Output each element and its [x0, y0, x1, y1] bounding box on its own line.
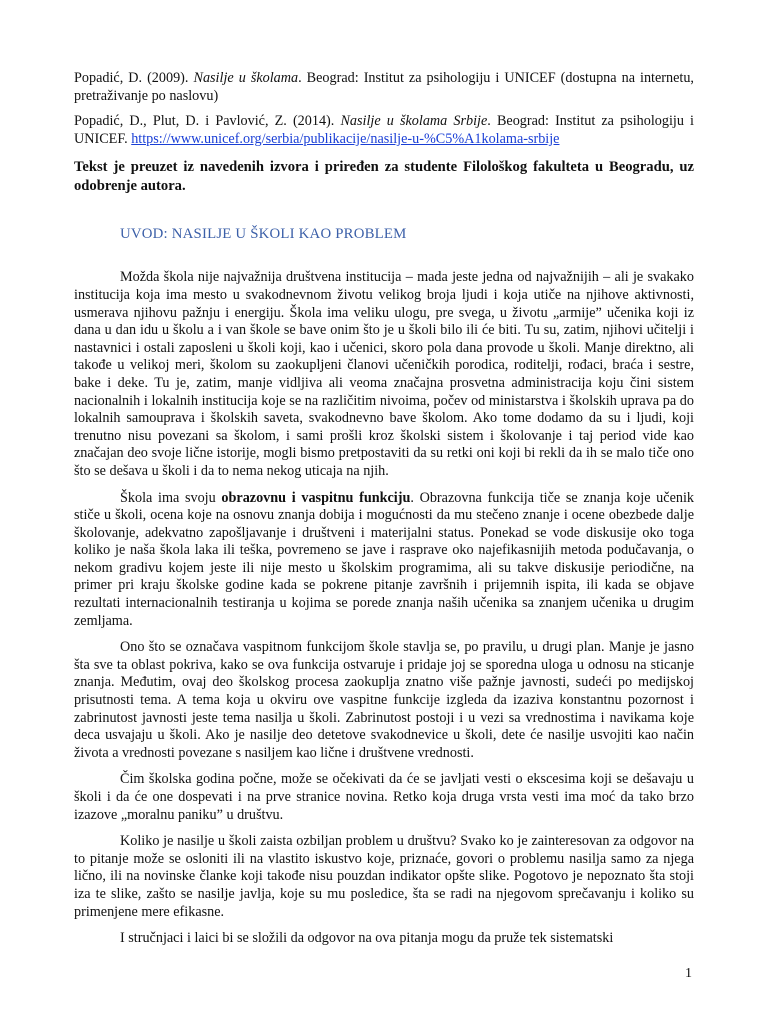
paragraph-4: Čim školska godina počne, može se očekivati da će se javljati vesti o ekscesima koji se dešavaju u školi i da će one dospevati i na prve stranice novina. Retko koja druga vrsta vesti ima moć da tako brzo izazove „moralnu paniku” u društvu. — [74, 771, 694, 823]
paragraph-1: Možda škola nije najvažnija društvena institucija – mada jeste jedna od najvažnijih – ali je svakako institucija koja ima mesto u svakodnevnom životu velikog broja ljudi i koja utiče na njihove aktivnosti, usmerava njihovu pažnju i energiju. Škola ima veliku ulogu, pre svega, u životu „armije” učenika koji iz dana u dan idu u školu a i van škole se bave onim što je u školi bilo ili će biti. Tu su, zatim, njihovi učitelji i nastavnici i ostali zaposleni u školi koji, kao i učenici, skoro pola dana provode u školi. Manje direktno, ali takođe u velikoj meri, školom su zaokupljeni članovi učeničkih porodica, roditelji, rođaci, braća i sestre, bake i deke. Tu je, zatim, manje vidljiva ali veoma značajna prosvetna administracija koju čini sistem nacionalnih i lokalnih institucija koje se na različitim nivoima, počev od ministarstva i školskih uprava pa do lokalnih samouprava i školskih saveta, svakodnevno bave školom. Ako tome dodamo da su i ljudi, koji trenutno nisu povezani sa školom, i sami prošli kroz školski sistem i školovanje i taj period vide kao značajan deo svoje lične istorije, mogli bismo pretpostaviti da su retki oni koji bi rekli da ih se malo tiče ono što se dešava u školi i da to nema nekog uticaja na njih. — [74, 269, 694, 479]
reference-2-link[interactable]: https://www.unicef.org/serbia/publikacije/nasilje-u-%C5%A1kolama-srbije — [131, 130, 560, 147]
reference-1 — [74, 70, 694, 105]
section-heading: UVOD: NASILJE U ŠKOLI KAO PROBLEM — [120, 226, 407, 243]
paragraph-2-bold-term: obrazovnu i vaspitnu funkciju — [221, 489, 411, 506]
paragraph-2 — [74, 490, 694, 631]
reference-2-authors: Popadić, D., Plut, D. i Pavlović, Z. (2014). — [74, 113, 341, 130]
reference-2-publisher: . Beograd: Institut za psihologiju i UNICEF. — [74, 113, 694, 147]
reference-2-title: Nasilje u školama Srbije — [340, 113, 488, 130]
paragraph-5: Koliko je nasilje u školi zaista ozbiljan problem u društvu? Svako ko je zainteresovan za odgovor na to pitanje može se osloniti ili na vlastito iskustvo koje, priznaće, govori o problemu nasilja samo za njega lično, ili na novinske članke koji takođe nisu pouzdan indikator opšte slike. Pogotovo je nepoznato šta stoji iza te slike, zašto se nasilje javlja, koje su mu posledice, šta se radi na njegovom sprečavanju i koliko su primenjene mere efikasne. — [74, 833, 694, 920]
reference-1-authors: Popadić, D. (2009). — [74, 70, 194, 86]
paragraph-2-start: Škola ima svoju — [120, 489, 222, 506]
paragraph-3: Ono što se označava vaspitnom funkcijom škole stavlja se, po pravilu, u drugi plan. Manje je jasno šta sve ta oblast pokriva, kako se ova funkcija ostvaruje i pridaje joj se sporedna uloga u odnosu na sticanje znanja. Međutim, ovaj deo školskog procesa zaokuplja znatno više pažnje javnosti, sudeći po medijskoj prisutnosti tema. A tema koja u okviru ove vaspitne funkcije izgleda da izaziva konstantnu pozornost i zabrinutost javnosti jeste tema nasilja u školi. Zabrinutost postoji i u vezi sa vrednostima i navikama koje deca usvajaju u školi. Ako je nasilje deo detetove svakodnevice u školi, dete će nasilje usvojiti kao način života a vrednosti povezane s nasiljem kao lične i društvene vrednosti. — [74, 639, 694, 761]
page-number: 1 — [685, 966, 692, 981]
source-notice: Tekst je preuzet iz navedenih izvora i priređen za studente Filološkog fakulteta u Beogradu, uz odobrenje autora. — [74, 159, 694, 195]
reference-1-publisher: . Beograd: Institut za psihologiju i UNICEF (dostupna na internetu, pretraživanje po naslovu) — [74, 70, 694, 104]
document-content — [74, 70, 694, 957]
paragraph-2-rest: . Obrazovna funkcija tiče se znanja koje učenik stiče u školi, ocena koje na osnovu znanja dobija i mogućnosti da mu stečeno znanje i ocene obezbede dalje školovanje, adekvatno zapošljavanje i društveni i materijalni status. Ponekad se vode diskusije oko toga koliko je naša škola laka ili teška, povremeno se jave i rasprave oko najefikasnijih metoda podučavanja, o nekom gradivu kojem jeste ili nije mesto u školskim programima, ali su takve diskusije periodične, na primer pri kraju školske godine kada se pokrene pitanje završnih i prijemnih ispita, ili kada se objave rezultati internacionalnih testiranja u kojima se porede znanja naših učenika sa znanjem učenika u drugim zemljama. — [74, 489, 694, 629]
reference-2 — [74, 113, 694, 148]
paragraph-6: I stručnjaci i laici bi se složili da odgovor na ova pitanja mogu da pruže tek sistematski — [120, 930, 614, 947]
reference-1-title: Nasilje u školama — [193, 70, 299, 86]
